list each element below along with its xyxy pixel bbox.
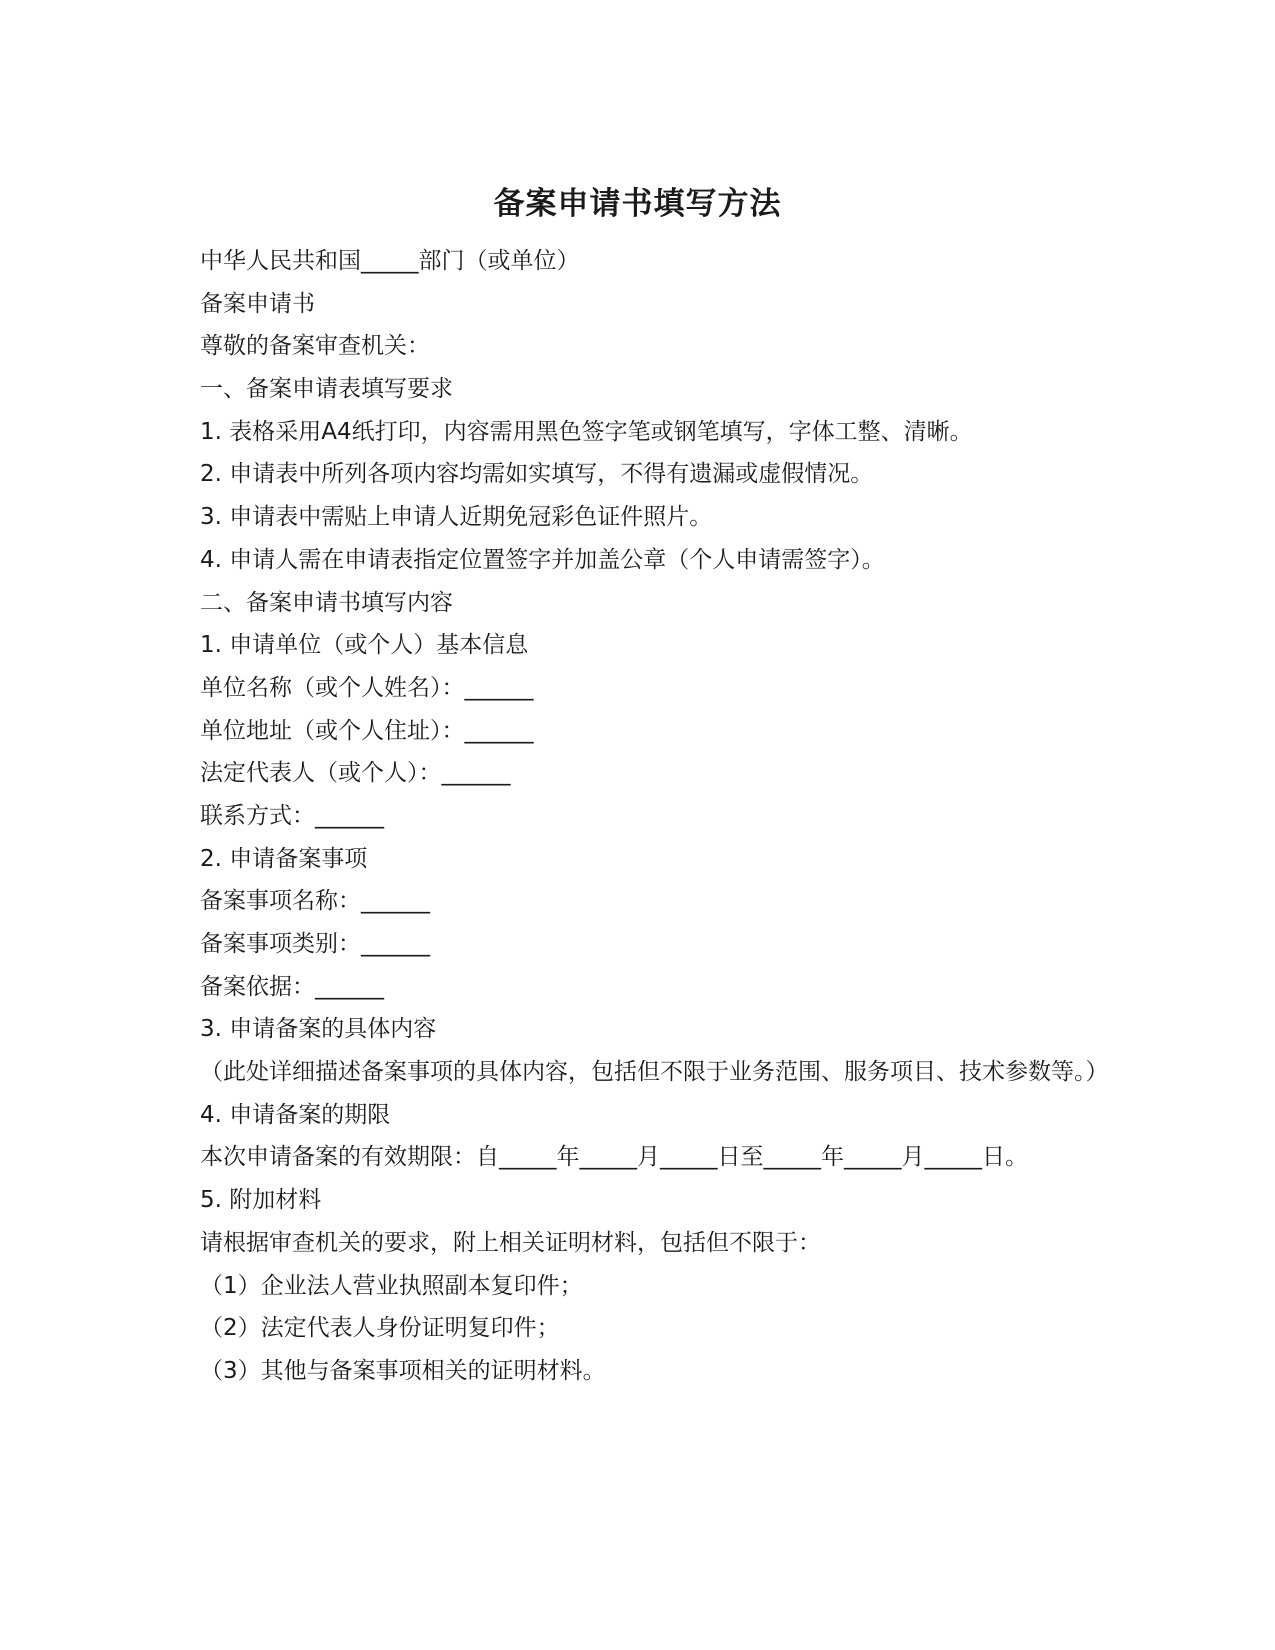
attachment-item: （3）其他与备案事项相关的证明材料。 (200, 1357, 606, 1384)
period-paragraph: 本次申请备案的有效期限：自_____年_____月_____日至_____年_____月_____日。 (200, 1144, 1028, 1171)
form-field-line: 单位名称（或个人姓名）：______ (200, 674, 534, 701)
section-heading-2: 二、备案申请书填写内容 (200, 589, 453, 616)
form-field-line: 备案事项类别：______ (200, 931, 430, 957)
subsection-heading: 1. 申请单位（或个人）基本信息 (200, 632, 529, 659)
subsection-heading: 4. 申请备案的期限 (200, 1101, 391, 1128)
subsection-heading: 5. 附加材料 (200, 1187, 322, 1214)
document-title: 备案申请书填写方法 (493, 186, 782, 222)
form-field-line: 联系方式：______ (200, 802, 384, 829)
requirement-item: 2. 申请表中所列各项内容均需如实填写，不得有遗漏或虚假情况。 (200, 461, 874, 488)
requirement-item: 1. 表格采用A4纸打印，内容需用黑色签字笔或钢笔填写，字体工整、清晰。 (200, 418, 973, 445)
attachment-item: （1）企业法人营业执照副本复印件； (200, 1272, 583, 1299)
header-line: 中华人民共和国_____部门（或单位） (200, 248, 580, 274)
form-field-line: 备案依据：______ (200, 973, 384, 1000)
attachment-intro: 请根据审查机关的要求，附上相关证明材料，包括但不限于： (200, 1229, 821, 1256)
section-heading-1: 一、备案申请表填写要求 (200, 376, 453, 403)
form-field-line: 备案事项名称：______ (200, 888, 430, 915)
subsection-heading: 2. 申请备案事项 (200, 845, 368, 872)
requirement-item: 3. 申请表中需贴上申请人近期免冠彩色证件照片。 (200, 504, 713, 531)
salutation: 尊敬的备案审查机关： (200, 333, 430, 360)
attachment-item: （2）法定代表人身份证明复印件； (200, 1315, 560, 1342)
content-paragraph: （此处详细描述备案事项的具体内容，包括但不限于业务范围、服务项目、技术参数等。） (200, 1059, 1109, 1086)
doc-subtitle: 备案申请书 (200, 290, 315, 317)
subsection-heading: 3. 申请备案的具体内容 (200, 1016, 437, 1043)
form-field-line: 单位地址（或个人住址）：______ (200, 717, 534, 744)
form-field-line: 法定代表人（或个人）：______ (200, 760, 511, 787)
requirement-item: 4. 申请人需在申请表指定位置签字并加盖公章（个人申请需签字）。 (200, 546, 885, 573)
document-body (150, 240, 1135, 1393)
